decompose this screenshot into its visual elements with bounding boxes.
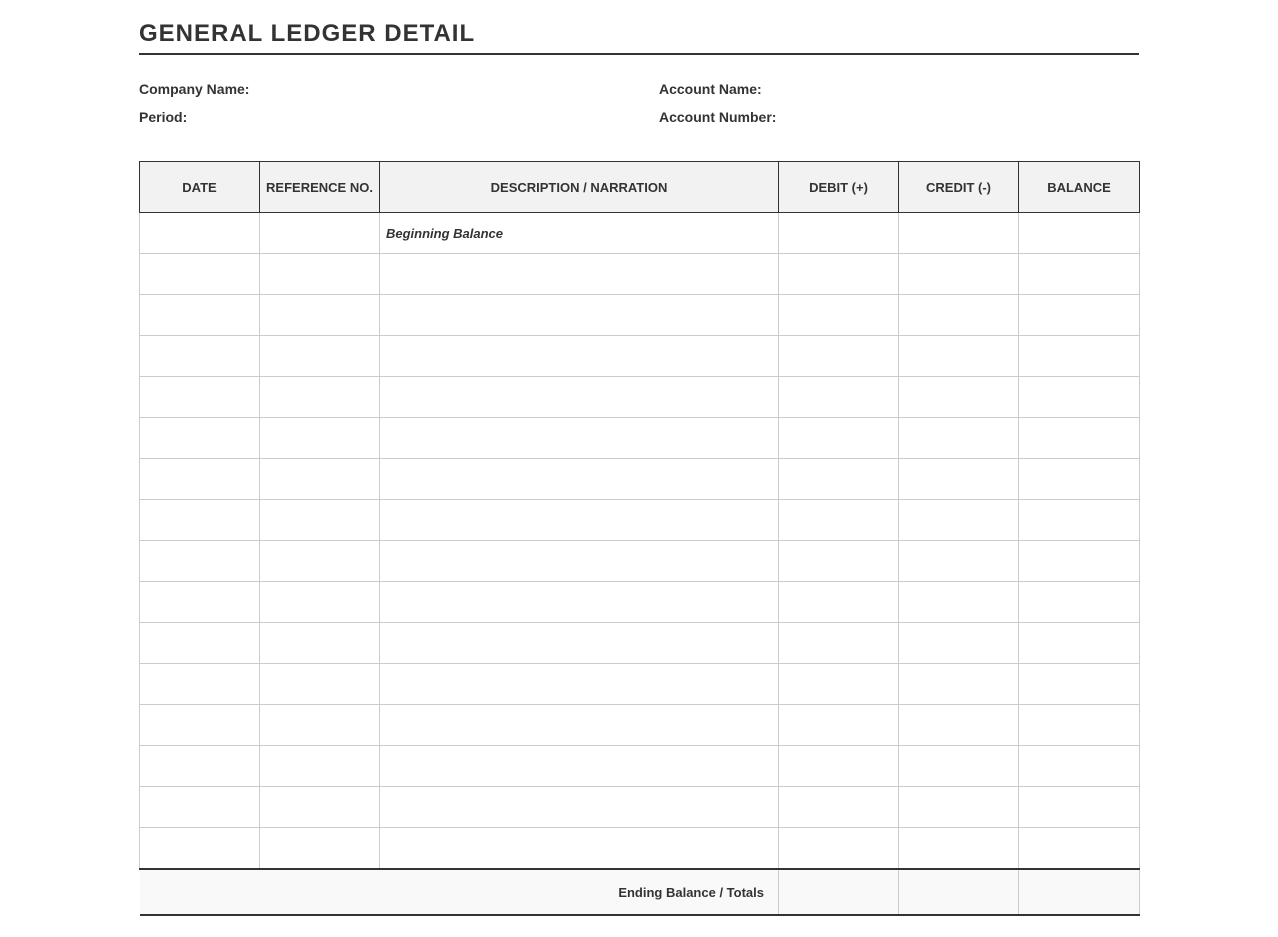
table-row-beginning: [140, 213, 1140, 254]
cell-balance[interactable]: [1019, 500, 1140, 541]
cell-debit[interactable]: [779, 336, 899, 377]
cell-description[interactable]: [380, 377, 779, 418]
cell-description[interactable]: [380, 459, 779, 500]
ending-balance-row: [140, 869, 1140, 915]
cell-credit[interactable]: [899, 418, 1019, 459]
cell-credit[interactable]: [899, 336, 1019, 377]
cell-debit[interactable]: [779, 459, 899, 500]
cell-debit[interactable]: [779, 418, 899, 459]
table-row: [140, 377, 1140, 418]
ending-balance-label: Ending Balance / Totals: [140, 869, 779, 915]
ledger-table: [139, 161, 1140, 916]
cell-debit[interactable]: [779, 705, 899, 746]
header-description: DESCRIPTION / NARRATION: [380, 162, 779, 213]
cell-description[interactable]: [380, 500, 779, 541]
cell-balance[interactable]: [1019, 377, 1140, 418]
cell-debit[interactable]: [779, 787, 899, 828]
cell-balance[interactable]: [1019, 746, 1140, 787]
cell-credit[interactable]: [899, 623, 1019, 664]
cell-reference[interactable]: [260, 254, 380, 295]
ledger-page: [139, 0, 1139, 900]
cell-credit[interactable]: [899, 377, 1019, 418]
header-debit: DEBIT (+): [779, 162, 899, 213]
cell-date[interactable]: [140, 541, 260, 582]
table-row: [140, 828, 1140, 870]
cell-date[interactable]: [140, 336, 260, 377]
table-row: [140, 623, 1140, 664]
cell-balance[interactable]: [1019, 254, 1140, 295]
cell-reference[interactable]: [260, 295, 380, 336]
cell-description[interactable]: [380, 295, 779, 336]
cell-reference[interactable]: [260, 500, 380, 541]
cell-description[interactable]: [380, 541, 779, 582]
cell-date[interactable]: [140, 254, 260, 295]
cell-date[interactable]: [140, 295, 260, 336]
cell-credit[interactable]: [899, 500, 1019, 541]
cell-credit[interactable]: [899, 295, 1019, 336]
cell-description[interactable]: [380, 336, 779, 377]
page-title: GENERAL LEDGER DETAIL: [139, 0, 1139, 55]
cell-reference[interactable]: [260, 213, 380, 254]
header-reference: REFERENCE NO.: [260, 162, 380, 213]
ending-balance-cell[interactable]: [1019, 869, 1140, 915]
cell-balance[interactable]: [1019, 787, 1140, 828]
table-row: [140, 500, 1140, 541]
header-date: DATE: [140, 162, 260, 213]
cell-description[interactable]: [380, 787, 779, 828]
account-name-label: Account Name:: [659, 81, 762, 97]
cell-reference[interactable]: [260, 664, 380, 705]
cell-date[interactable]: [140, 500, 260, 541]
table-row: [140, 459, 1140, 500]
header-credit: CREDIT (-): [899, 162, 1019, 213]
table-row: [140, 336, 1140, 377]
account-number-label: Account Number:: [659, 109, 777, 125]
cell-debit[interactable]: [779, 500, 899, 541]
cell-debit[interactable]: [779, 623, 899, 664]
cell-reference[interactable]: [260, 459, 380, 500]
cell-balance[interactable]: [1019, 705, 1140, 746]
cell-balance[interactable]: [1019, 213, 1140, 254]
cell-description[interactable]: [380, 746, 779, 787]
cell-balance[interactable]: [1019, 582, 1140, 623]
cell-date[interactable]: [140, 787, 260, 828]
cell-date[interactable]: [140, 705, 260, 746]
total-credit-cell[interactable]: [899, 869, 1019, 915]
table-row: [140, 787, 1140, 828]
cell-credit[interactable]: [899, 787, 1019, 828]
cell-reference[interactable]: [260, 377, 380, 418]
ledger-meta: [139, 55, 1139, 161]
cell-date[interactable]: [140, 213, 260, 254]
beginning-balance-label: Beginning Balance: [380, 213, 779, 254]
cell-balance[interactable]: [1019, 541, 1140, 582]
cell-date[interactable]: [140, 623, 260, 664]
cell-description[interactable]: [380, 623, 779, 664]
cell-balance[interactable]: [1019, 664, 1140, 705]
table-row: [140, 295, 1140, 336]
cell-description[interactable]: [380, 828, 779, 870]
cell-date[interactable]: [140, 664, 260, 705]
cell-debit[interactable]: [779, 213, 899, 254]
cell-description[interactable]: [380, 254, 779, 295]
cell-balance[interactable]: [1019, 418, 1140, 459]
cell-credit[interactable]: [899, 828, 1019, 870]
cell-debit[interactable]: [779, 541, 899, 582]
cell-debit[interactable]: [779, 582, 899, 623]
total-debit-cell[interactable]: [779, 869, 899, 915]
cell-balance[interactable]: [1019, 459, 1140, 500]
cell-description[interactable]: [380, 582, 779, 623]
cell-debit[interactable]: [779, 828, 899, 870]
cell-credit[interactable]: [899, 705, 1019, 746]
cell-description[interactable]: [380, 418, 779, 459]
cell-debit[interactable]: [779, 746, 899, 787]
cell-credit[interactable]: [899, 664, 1019, 705]
cell-credit[interactable]: [899, 746, 1019, 787]
company-name-label: Company Name:: [139, 81, 250, 97]
cell-credit[interactable]: [899, 213, 1019, 254]
cell-description[interactable]: [380, 664, 779, 705]
table-row: [140, 582, 1140, 623]
cell-credit[interactable]: [899, 459, 1019, 500]
cell-reference[interactable]: [260, 418, 380, 459]
cell-date[interactable]: [140, 377, 260, 418]
table-row: [140, 254, 1140, 295]
cell-reference[interactable]: [260, 541, 380, 582]
cell-balance[interactable]: [1019, 828, 1140, 870]
cell-credit[interactable]: [899, 541, 1019, 582]
cell-date[interactable]: [140, 418, 260, 459]
cell-date[interactable]: [140, 582, 260, 623]
table-row: [140, 746, 1140, 787]
cell-reference[interactable]: [260, 787, 380, 828]
period-label: Period:: [139, 109, 188, 125]
cell-credit[interactable]: [899, 254, 1019, 295]
cell-debit[interactable]: [779, 295, 899, 336]
cell-debit[interactable]: [779, 664, 899, 705]
table-row: [140, 541, 1140, 582]
cell-balance[interactable]: [1019, 295, 1140, 336]
cell-date[interactable]: [140, 459, 260, 500]
table-row: [140, 664, 1140, 705]
cell-balance[interactable]: [1019, 623, 1140, 664]
cell-reference[interactable]: [260, 623, 380, 664]
header-balance: BALANCE: [1019, 162, 1140, 213]
table-row: [140, 418, 1140, 459]
table-row: [140, 705, 1140, 746]
cell-reference[interactable]: [260, 582, 380, 623]
cell-date[interactable]: [140, 828, 260, 870]
cell-credit[interactable]: [899, 582, 1019, 623]
cell-date[interactable]: [140, 746, 260, 787]
cell-reference[interactable]: [260, 828, 380, 870]
cell-description[interactable]: [380, 705, 779, 746]
cell-balance[interactable]: [1019, 336, 1140, 377]
cell-debit[interactable]: [779, 377, 899, 418]
cell-reference[interactable]: [260, 336, 380, 377]
cell-reference[interactable]: [260, 705, 380, 746]
ledger-header-row: [140, 162, 1140, 213]
cell-debit[interactable]: [779, 254, 899, 295]
cell-reference[interactable]: [260, 746, 380, 787]
